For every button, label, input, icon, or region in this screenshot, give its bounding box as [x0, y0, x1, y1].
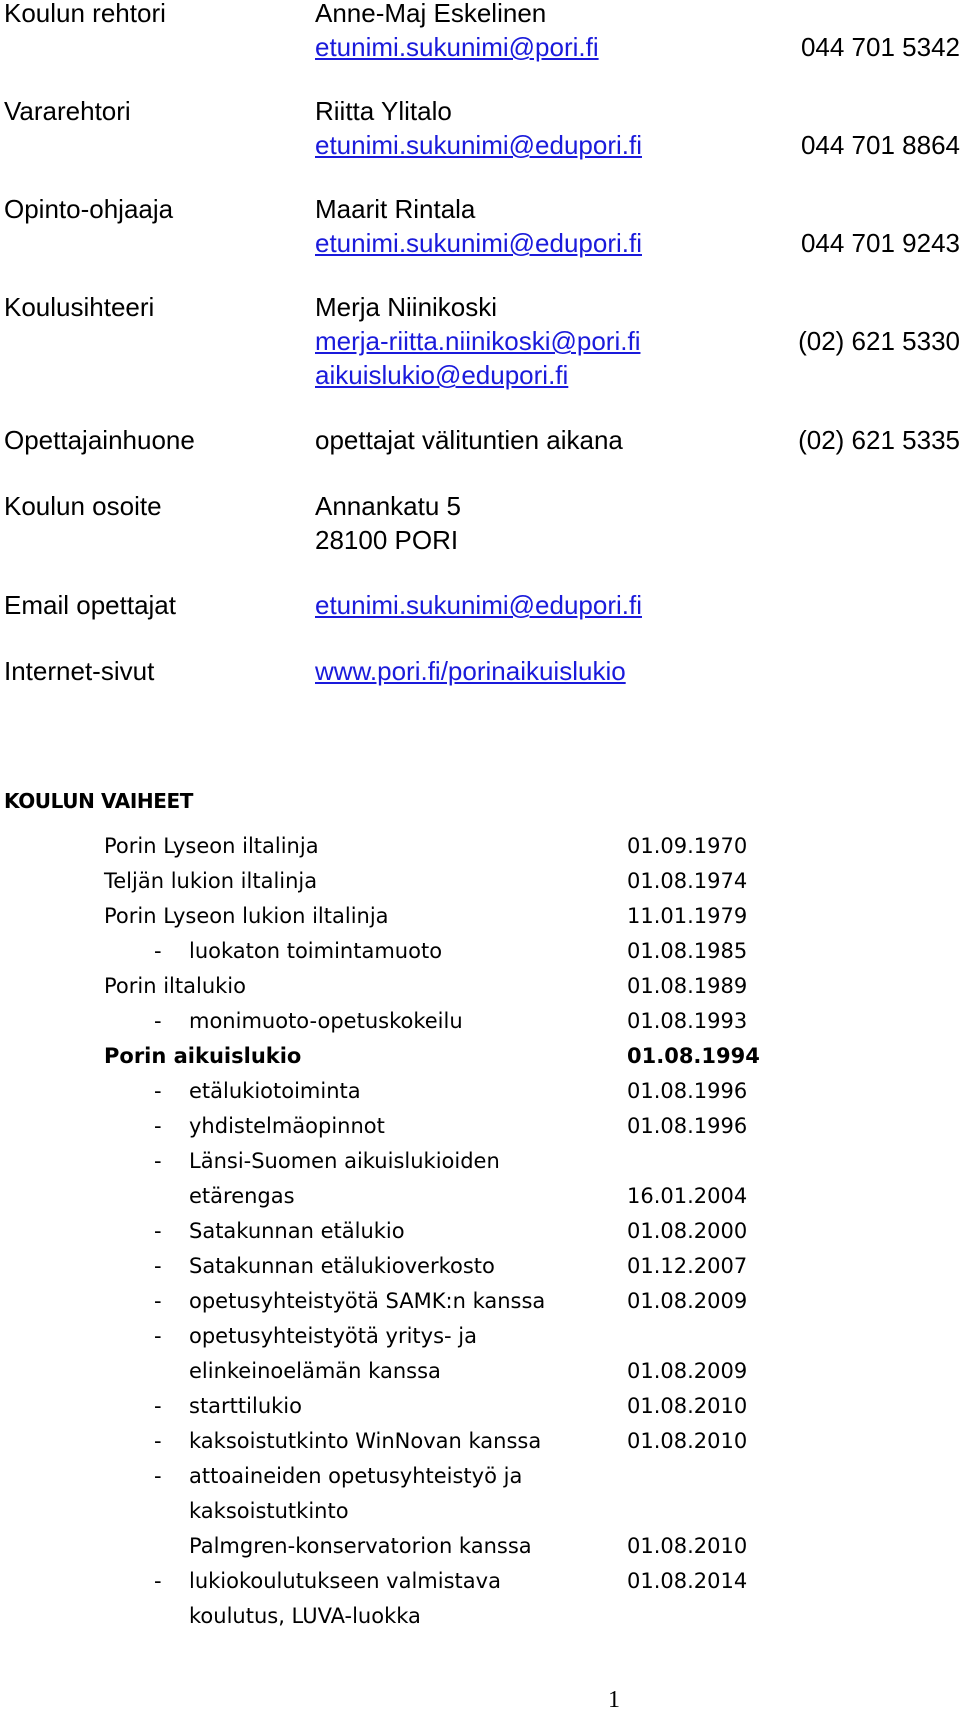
email-link[interactable]: merja-riitta.niinikoski@pori.fi	[315, 326, 641, 356]
bullet-dash: -	[154, 1079, 162, 1103]
stage-date: 01.08.1994	[627, 1044, 760, 1068]
stage-date: 01.08.2010	[627, 1429, 748, 1453]
stage-name-line: etärengas	[189, 1184, 295, 1208]
email-link[interactable]: aikuislukio@edupori.fi	[315, 360, 569, 390]
contact-label: Opinto-ohjaaja	[4, 194, 174, 224]
stage-name-line: koulutus, LUVA-luokka	[189, 1604, 421, 1628]
address-street: Annankatu 5	[315, 491, 462, 521]
contact-label: Opettajainhuone	[4, 425, 195, 455]
stage-date: 16.01.2004	[627, 1184, 748, 1208]
stage-name: monimuoto-opetuskokeilu	[189, 1009, 463, 1033]
stage-date: 01.12.2007	[627, 1254, 748, 1278]
stage-name: Porin iltalukio	[104, 974, 246, 998]
stage-date: 01.08.2010	[627, 1394, 748, 1418]
bullet-dash: -	[154, 1464, 162, 1488]
contact-label: Koulun rehtori	[4, 0, 166, 28]
stage-date: 01.09.1970	[627, 834, 748, 858]
stage-name: Teljän lukion iltalinja	[104, 869, 318, 893]
list-item	[0, 1424, 960, 1459]
stage-name: Porin Lyseon lukion iltalinja	[104, 904, 389, 928]
phone-number: (02) 621 5335	[798, 425, 960, 455]
list-item	[0, 1249, 960, 1284]
stage-name-line: attoaineiden opetusyhteistyö ja	[189, 1464, 523, 1488]
list-item	[0, 1074, 960, 1109]
stage-name: Satakunnan etälukio	[189, 1219, 405, 1243]
bullet-dash: -	[154, 1394, 162, 1418]
stage-name: luokaton toimintamuoto	[189, 939, 443, 963]
page-number: 1	[608, 1687, 620, 1713]
stage-name-line: elinkeinoelämän kanssa	[189, 1359, 441, 1383]
contact-label: Vararehtori	[4, 96, 131, 126]
phone-number: 044 701 9243	[800, 228, 960, 258]
stage-name	[189, 1564, 501, 1634]
list-item	[0, 829, 960, 864]
phone-number: (02) 621 5330	[798, 326, 960, 356]
stage-name-line: lukiokoulutukseen valmistava	[189, 1569, 501, 1593]
list-item	[0, 1004, 960, 1039]
stage-name	[189, 1144, 500, 1214]
stage-name-line: opetusyhteistyötä yritys- ja	[189, 1324, 477, 1348]
list-item	[0, 864, 960, 899]
contact-label: Internet-sivut	[4, 656, 155, 686]
bullet-dash: -	[154, 939, 162, 963]
bullet-dash: -	[154, 1324, 162, 1348]
stages-list	[0, 829, 960, 1634]
bullet-dash: -	[154, 1254, 162, 1278]
bullet-dash: -	[154, 1219, 162, 1243]
stage-name: Porin aikuislukio	[104, 1044, 302, 1068]
list-item	[0, 1039, 960, 1074]
stage-name-line: kaksoistutkinto	[189, 1499, 349, 1523]
stage-date: 01.08.1996	[627, 1079, 748, 1103]
list-item	[0, 1564, 960, 1634]
stage-name	[189, 1319, 477, 1389]
bullet-dash: -	[154, 1009, 162, 1033]
stage-name: Porin Lyseon iltalinja	[104, 834, 319, 858]
contact-label: Email opettajat	[4, 590, 176, 620]
stage-name: kaksoistutkinto WinNovan kanssa	[189, 1429, 542, 1453]
stage-date: 01.08.1993	[627, 1009, 748, 1033]
stage-name: Satakunnan etälukioverkosto	[189, 1254, 495, 1278]
stage-name	[189, 1459, 532, 1564]
list-item	[0, 934, 960, 969]
contact-note: opettajat välituntien aikana	[315, 425, 623, 455]
stage-date: 01.08.2000	[627, 1219, 748, 1243]
stage-date: 01.08.1996	[627, 1114, 748, 1138]
stage-name: opetusyhteistyötä SAMK:n kanssa	[189, 1289, 546, 1313]
bullet-dash: -	[154, 1569, 162, 1593]
bullet-dash: -	[154, 1429, 162, 1453]
list-item	[0, 899, 960, 934]
stage-name: yhdistelmäopinnot	[189, 1114, 385, 1138]
list-item	[0, 969, 960, 1004]
phone-number: 044 701 8864	[800, 130, 960, 160]
stage-date: 11.01.1979	[627, 904, 748, 928]
stage-name: etälukiotoiminta	[189, 1079, 361, 1103]
bullet-dash: -	[154, 1149, 162, 1173]
section-heading: KOULUN VAIHEET	[4, 789, 193, 813]
email-link[interactable]: etunimi.sukunimi@edupori.fi	[315, 130, 642, 160]
bullet-dash: -	[154, 1114, 162, 1138]
stage-name-line: Palmgren-konservatorion kanssa	[189, 1534, 532, 1558]
contact-name: Maarit Rintala	[315, 194, 476, 224]
stage-date: 01.08.2009	[627, 1359, 748, 1383]
email-link[interactable]: etunimi.sukunimi@edupori.fi	[315, 228, 642, 258]
email-link[interactable]: etunimi.sukunimi@pori.fi	[315, 32, 599, 62]
contact-name: Anne-Maj Eskelinen	[315, 0, 547, 28]
stage-date: 01.08.1985	[627, 939, 748, 963]
contact-label: Koulun osoite	[4, 491, 162, 521]
stage-date: 01.08.2009	[627, 1289, 748, 1313]
stage-date: 01.08.1974	[627, 869, 748, 893]
contact-label: Koulusihteeri	[4, 292, 155, 322]
list-item	[0, 1109, 960, 1144]
list-item	[0, 1459, 960, 1564]
list-item	[0, 1144, 960, 1214]
email-link[interactable]: etunimi.sukunimi@edupori.fi	[315, 590, 642, 620]
list-item	[0, 1389, 960, 1424]
bullet-dash: -	[154, 1289, 162, 1313]
contact-name: Riitta Ylitalo	[315, 96, 452, 126]
website-link[interactable]: www.pori.fi/porinaikuislukio	[315, 656, 626, 686]
address-city: 28100 PORI	[315, 525, 459, 555]
list-item	[0, 1284, 960, 1319]
phone-number: 044 701 5342	[800, 32, 960, 62]
stage-name: starttilukio	[189, 1394, 302, 1418]
stage-date: 01.08.2014	[627, 1569, 748, 1593]
list-item	[0, 1214, 960, 1249]
stage-date: 01.08.1989	[627, 974, 748, 998]
contact-name: Merja Niinikoski	[315, 292, 498, 322]
list-item	[0, 1319, 960, 1389]
stage-name-line: Länsi-Suomen aikuislukioiden	[189, 1149, 500, 1173]
stage-date: 01.08.2010	[627, 1534, 748, 1558]
